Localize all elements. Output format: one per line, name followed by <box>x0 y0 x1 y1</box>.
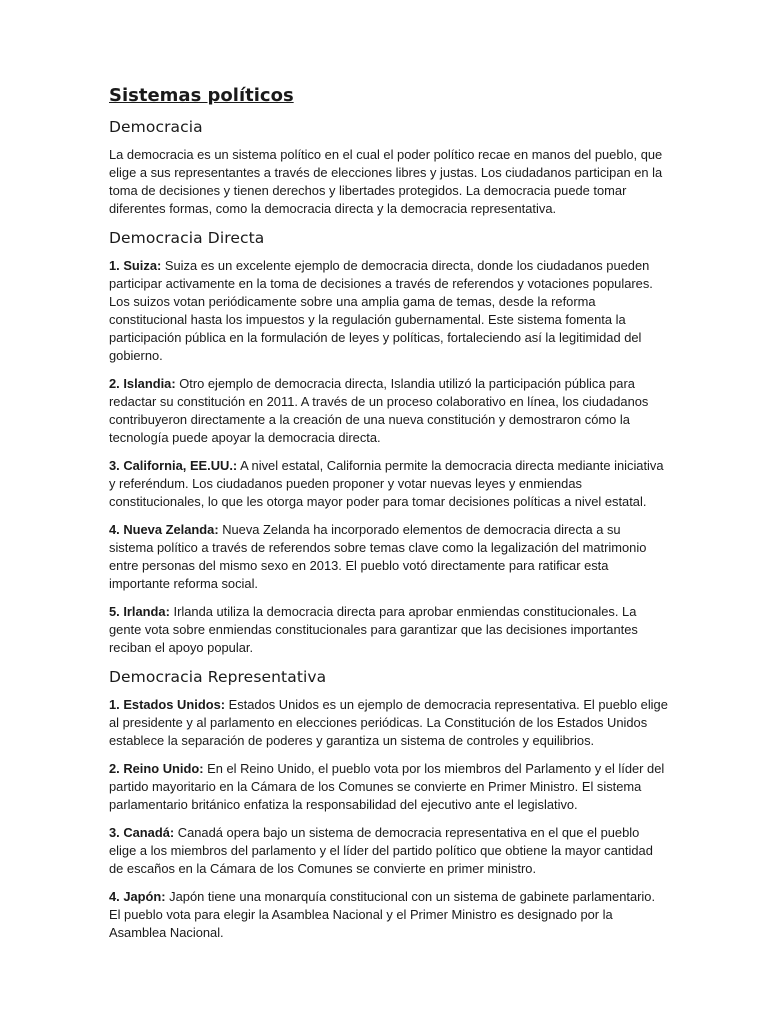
list-item-canada <box>109 824 668 878</box>
list-item-california <box>109 457 668 511</box>
item-label: 2. Reino Unido: <box>109 761 204 776</box>
item-text: Estados Unidos es un ejemplo de democracia representativa. El pueblo elige al presidente y al parlamento en elecciones periódicas. La Constitución de los Estados Unidos establece la separación de poderes y garantiza un sistema de controles y equilibrios. <box>109 697 668 748</box>
item-label: 5. Irlanda: <box>109 604 170 619</box>
item-label: 4. Japón: <box>109 889 166 904</box>
item-text: A nivel estatal, California permite la democracia directa mediante iniciativa y referéndum. Los ciudadanos pueden proponer y votar nuevas leyes y enmiendas constitucionales, lo que les otorga mayor poder para tomar decisiones políticas a nivel estatal. <box>109 458 664 509</box>
list-item-irlanda <box>109 603 668 657</box>
list-item-nueva-zelanda <box>109 521 668 593</box>
item-label: 3. Canadá: <box>109 825 175 840</box>
document-title: Sistemas políticos <box>109 85 294 106</box>
item-label: 2. Islandia: <box>109 376 176 391</box>
list-item-islandia <box>109 375 668 447</box>
item-text: Suiza es un excelente ejemplo de democracia directa, donde los ciudadanos pueden participar activamente en la toma de decisiones a través de referendos y votaciones populares. Los suizos votan periódicamente sobre una amplia gama de temas, desde la reforma constitucional hasta los impuestos y la regulación gubernamental. Este sistema fomenta la participación pública en la formulación de leyes y políticas, fortaleciendo así la legitimidad del gobierno. <box>109 258 653 363</box>
item-text: Canadá opera bajo un sistema de democracia representativa en el que el pueblo elige a los miembros del parlamento y el líder del partido político que obtiene la mayor cantidad de escaños en la Cámara de los Comunes se convierte en primer ministro. <box>109 825 653 876</box>
paragraph-democracia: La democracia es un sistema político en el cual el poder político recae en manos del pueblo, que elige a sus representantes a través de elecciones libres y justas. Los ciudadanos participan en la toma de decisiones y tienen derechos y libertades protegidos. La democracia puede tomar diferentes formas, como la democracia directa y la democracia representativa. <box>109 147 663 216</box>
heading-democracia: Democracia <box>109 118 203 136</box>
list-item-reino-unido <box>109 760 668 814</box>
item-text: Otro ejemplo de democracia directa, Islandia utilizó la participación pública para redactar su constitución en 2011. A través de un proceso colaborativo en línea, los ciudadanos contribuyeron directamente a la creación de una nueva constitución y demostraron cómo la tecnología puede apoyar la democracia directa. <box>109 376 649 445</box>
heading-democracia-representativa: Democracia Representativa <box>109 668 327 686</box>
item-text: Nueva Zelanda ha incorporado elementos de democracia directa a su sistema político a través de referendos sobre temas clave como la legalización del matrimonio entre personas del mismo sexo en 2013. El pueblo votó directamente para ratificar esta importante reforma social. <box>109 522 647 591</box>
item-label: 4. Nueva Zelanda: <box>109 522 219 537</box>
item-text: En el Reino Unido, el pueblo vota por los miembros del Parlamento y el líder del partido mayoritario en la Cámara de los Comunes se convierte en Primer Ministro. El sistema parlamentario británico enfatiza la responsabilidad del ejecutivo ante el legislativo. <box>109 761 665 812</box>
list-item-japon <box>109 888 668 942</box>
list-item-estados-unidos <box>109 696 668 750</box>
heading-democracia-directa: Democracia Directa <box>109 229 265 247</box>
item-label: 3. California, EE.UU.: <box>109 458 238 473</box>
item-text: Japón tiene una monarquía constitucional con un sistema de gabinete parlamentario. El pueblo vota para elegir la Asamblea Nacional y el Primer Ministro es designado por la Asamblea Nacional. <box>109 889 656 940</box>
item-label: 1. Suiza: <box>109 258 162 273</box>
item-label: 1. Estados Unidos: <box>109 697 226 712</box>
list-item-suiza <box>109 257 668 365</box>
item-text: Irlanda utiliza la democracia directa para aprobar enmiendas constitucionales. La gente vota sobre enmiendas constitucionales para garantizar que las decisiones importantes reciban el apoyo popular. <box>109 604 638 655</box>
